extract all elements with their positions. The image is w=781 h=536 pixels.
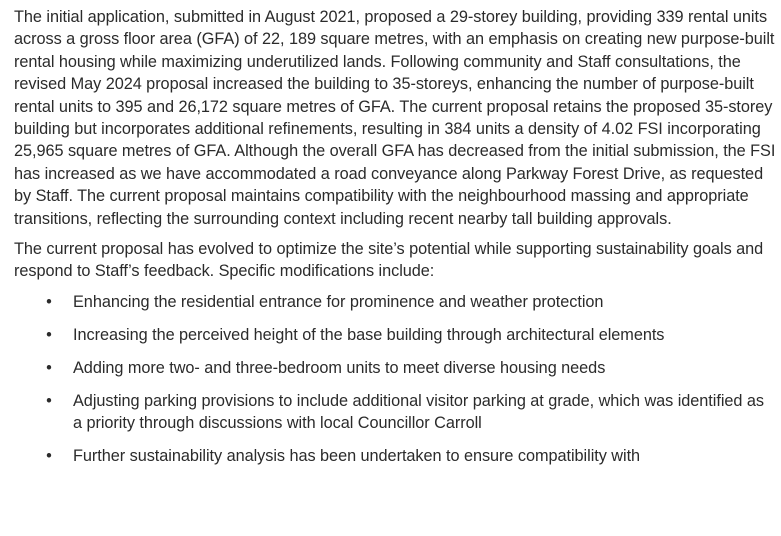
bullet-icon: •	[46, 292, 52, 311]
paragraph-proposal-evolution: The current proposal has evolved to optimize the site’s potential while supporting sustainability goals and respond to Staff’s feedback. Specific modifications include:	[14, 240, 764, 281]
bullet-icon: •	[46, 325, 52, 344]
bullet-icon: •	[46, 358, 52, 377]
list-item	[14, 357, 776, 379]
list-item	[14, 390, 776, 435]
list-item-text: Adding more two- and three-bedroom units to meet diverse housing needs	[73, 358, 606, 377]
bullet-icon: •	[46, 447, 52, 466]
list-item	[14, 324, 776, 346]
bullet-icon: •	[46, 391, 52, 410]
list-item	[14, 291, 776, 313]
list-item-text: Further sustainability analysis has been undertaken to ensure compatibility with	[73, 447, 641, 466]
list-item-text: Adjusting parking provisions to include additional visitor parking at grade, which was identified as a priority through discussions with local Councillor Carroll	[73, 391, 764, 433]
list-item-text: Enhancing the residential entrance for prominence and weather protection	[73, 292, 604, 311]
document-body	[14, 6, 776, 478]
modifications-list	[14, 291, 776, 468]
list-item-text: Increasing the perceived height of the base building through architectural elements	[73, 325, 665, 344]
list-item	[14, 445, 776, 467]
paragraph-application-history: The initial application, submitted in August 2021, proposed a 29-storey building, providing 339 rental units across a gross floor area (GFA) of 22, 189 square metres, with an emphasis on creating new purpose-built rental housing while maximizing underutilized lands. Following community and Staff consultations, the revised May 2024 proposal increased the building to 35-storeys, enhancing the number of purpose-built rental units to 395 and 26,172 square metres of GFA. The current proposal retains the proposed 35-storey building but incorporates additional refinements, resulting in 384 units a density of 4.02 FSI incorporating 25,965 square metres of GFA. Although the overall GFA has decreased from the initial submission, the FSI has increased as we have accommodated a road conveyance along Parkway Forest Drive, as requested by Staff. The current proposal maintains compatibility with the neighbourhood massing and appropriate transitions, reflecting the surrounding context including recent nearby tall building approvals.	[14, 8, 776, 228]
